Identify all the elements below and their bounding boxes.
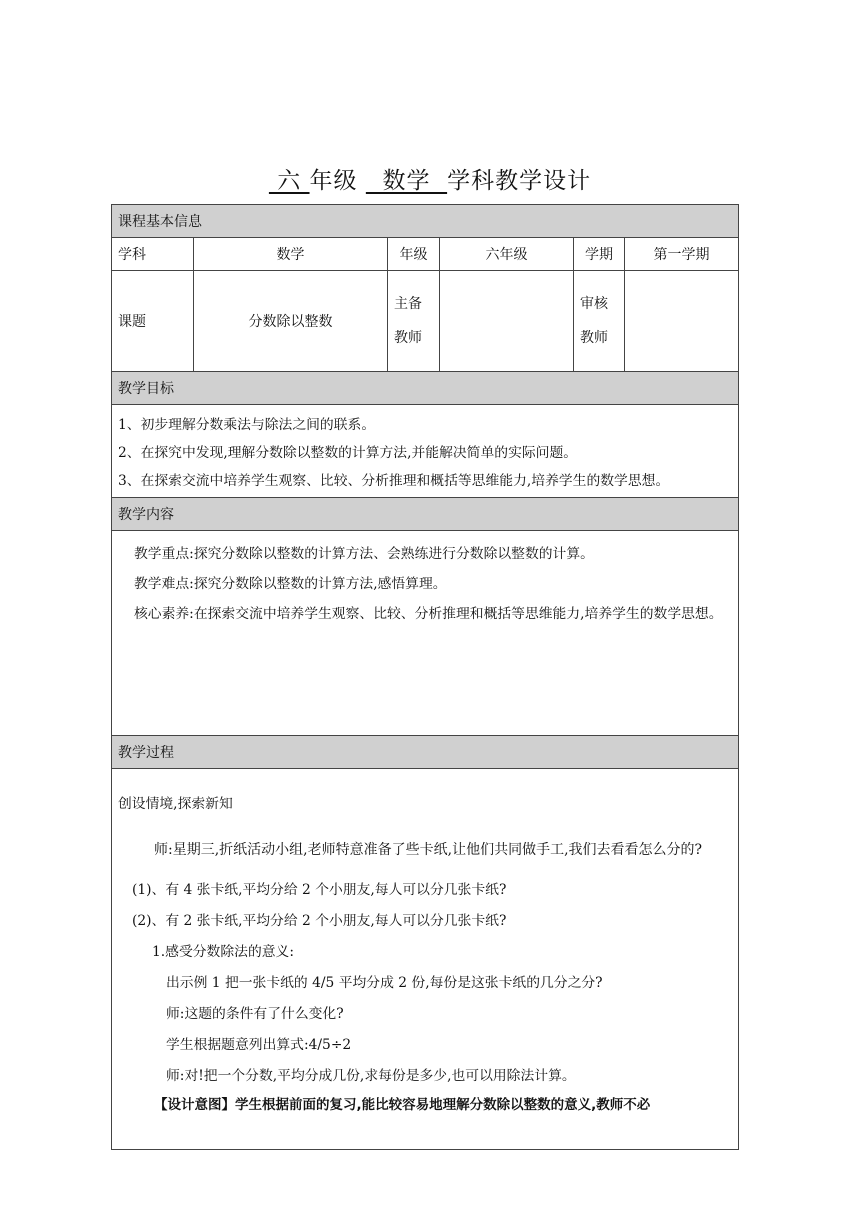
example-1: 出示例 1 把一张卡纸的 4/5 平均分成 2 份,每份是这张卡纸的几分之分? bbox=[166, 975, 603, 991]
info-row bbox=[112, 238, 739, 271]
objective-item: 1、初步理解分数乘法与除法之间的联系。 bbox=[118, 417, 376, 433]
content-row bbox=[112, 531, 739, 736]
term-value: 第一学期 bbox=[625, 238, 739, 271]
content-cell bbox=[112, 531, 739, 736]
section-label: 课程基本信息 bbox=[118, 214, 202, 230]
section-label: 教学过程 bbox=[118, 745, 174, 761]
teacher-answer: 师:对!把一个分数,平均分成几份,求每份是多少,也可以用除法计算。 bbox=[166, 1068, 576, 1084]
main-teacher-label bbox=[388, 271, 440, 372]
difficulty: 教学难点:探究分数除以整数的计算方法,感悟算理。 bbox=[134, 576, 447, 592]
grade-value: 六年级 bbox=[440, 238, 574, 271]
term-label: 学期 bbox=[574, 238, 625, 271]
section-label: 教学目标 bbox=[118, 381, 174, 397]
objectives-row bbox=[112, 405, 739, 498]
topic-row bbox=[112, 271, 739, 372]
lesson-plan-table bbox=[111, 204, 739, 1150]
objective-item: 2、在探究中发现,理解分数除以整数的计算方法,并能解决简单的实际问题。 bbox=[118, 445, 578, 461]
title-grade-suffix: 年级 bbox=[309, 168, 358, 194]
title-grade-blank: 六 bbox=[268, 168, 310, 194]
reviewer-label bbox=[574, 271, 625, 372]
reviewer-value bbox=[625, 271, 739, 372]
core-literacy bbox=[134, 599, 732, 629]
section-process bbox=[112, 736, 739, 769]
section-objectives bbox=[112, 372, 739, 405]
student-answer: 学生根据题意列出算式:4/5÷2 bbox=[166, 1037, 352, 1053]
subject-label: 学科 bbox=[112, 238, 194, 271]
objectives-cell bbox=[112, 405, 739, 498]
process-row bbox=[112, 769, 739, 1150]
process-intro: 师:星期三,折纸活动小组,老师特意准备了些卡纸,让他们共同做手工,我们去看看怎么分的? bbox=[154, 842, 703, 858]
title-suffix: 学科教学设计 bbox=[447, 168, 592, 194]
design-intent: 【设计意图】学生根据前面的复习,能比较容易地理解分数除以整数的意义,教师不必 bbox=[154, 1097, 651, 1113]
step-1: 1.感受分数除法的意义: bbox=[152, 944, 294, 960]
main-teacher-label-line2: 教师 bbox=[394, 330, 422, 346]
section-basic-info bbox=[112, 205, 739, 238]
reviewer-label-line1: 审核 bbox=[580, 296, 608, 312]
subject-value: 数学 bbox=[194, 238, 388, 271]
topic-value: 分数除以整数 bbox=[194, 271, 388, 372]
objective-item: 3、在探索交流中培养学生观察、比较、分析推理和概括等思维能力,培养学生的数学思想。 bbox=[118, 473, 670, 489]
teacher-question: 师:这题的条件有了什么变化? bbox=[166, 1006, 344, 1022]
process-heading: 创设情境,探索新知 bbox=[118, 796, 233, 812]
question-2: (2)、有 2 张卡纸,平均分给 2 个小朋友,每人可以分几张卡纸? bbox=[132, 913, 507, 929]
core-literacy-text: 在探索交流中培养学生观察、比较、分析推理和概括等思维能力,培养学生的数学思想。 bbox=[193, 606, 723, 622]
key-point: 教学重点:探究分数除以整数的计算方法、会熟练进行分数除以整数的计算。 bbox=[134, 546, 594, 562]
title-subject-blank: 数学 bbox=[365, 168, 448, 194]
section-label: 教学内容 bbox=[118, 507, 174, 523]
main-teacher-value bbox=[440, 271, 574, 372]
reviewer-label-line2: 教师 bbox=[580, 330, 608, 346]
main-teacher-label-line1: 主备 bbox=[394, 296, 422, 312]
process-cell bbox=[112, 769, 739, 1150]
page-title bbox=[0, 162, 860, 195]
question-1: (1)、有 4 张卡纸,平均分给 2 个小朋友,每人可以分几张卡纸? bbox=[132, 882, 507, 898]
topic-label: 课题 bbox=[112, 271, 194, 372]
grade-label: 年级 bbox=[388, 238, 440, 271]
core-literacy-label: 核心素养: bbox=[134, 606, 194, 622]
section-content bbox=[112, 498, 739, 531]
